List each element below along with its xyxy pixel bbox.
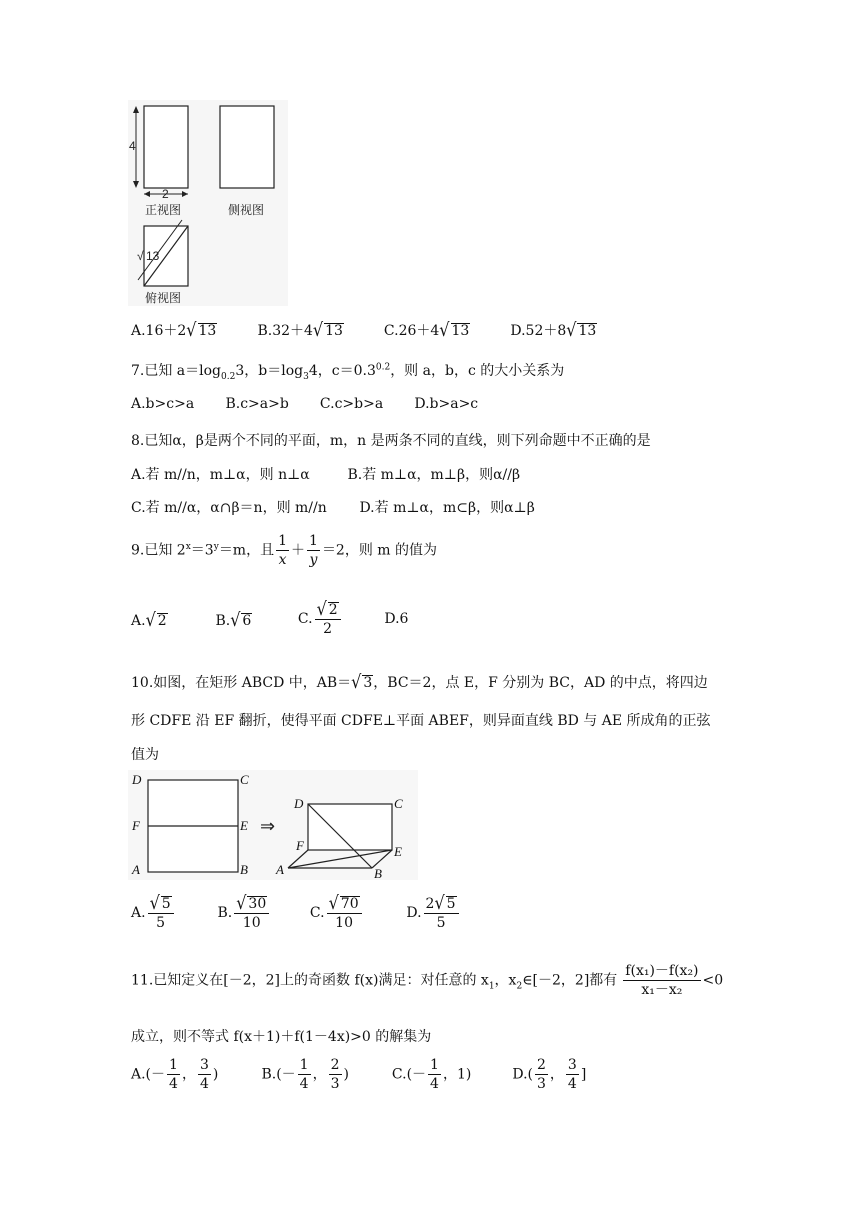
q7-options: [131, 396, 478, 412]
front-view-rect: [144, 106, 188, 188]
front-view-label: 正视图: [145, 203, 182, 217]
front-dim-width: 2: [162, 187, 169, 201]
q11-stem: 11.已知定义在[－2，2]上的奇函数 f(x)满足：对任意的 $x_1$，$x_2\in[-2$，2]都有 $\frac{\text{f(x₁)－f(x₂)}}{\text{x₁－x₂}}$ <0: [131, 963, 724, 998]
q10-line2: 形 CDFE 沿 EF 翻折，使得平面 CDFE⊥平面 ABEF，则异面直线 BD 与 AE 所成角的正弦: [131, 713, 711, 729]
rectangle-fold-figure: [128, 770, 418, 880]
fold-arrow-icon: ⇒: [260, 816, 276, 836]
q8-options-row1: [131, 464, 520, 484]
q9-option-d[interactable]: D.6: [384, 611, 409, 627]
svg-text:F: F: [296, 838, 304, 853]
svg-text:F: F: [132, 818, 140, 833]
top-view-label: 俯视图: [145, 291, 182, 305]
svg-text:E: E: [240, 818, 248, 833]
q10-option-a[interactable]: A. $\frac{√ 5}{5}$: [131, 894, 213, 932]
top-dim-diag: 13: [146, 249, 160, 263]
q9-stem: 9.已知 $2^x=3^y=m$，且 $\frac{1}{x}$ ＋ $\frac{1}{y}$ ＝2，则 m 的值为: [131, 533, 438, 568]
svg-text:B: B: [240, 862, 248, 877]
svg-text:B: B: [374, 866, 382, 880]
q8-option-b[interactable]: B.若 m⊥α，m⊥β，则α//β: [347, 467, 521, 483]
q8-options-row2: [131, 497, 535, 517]
q6-option-d[interactable]: D.52＋8√ 13: [510, 318, 597, 341]
svg-text:√: √: [137, 249, 144, 263]
q8-option-a[interactable]: A.若 m//n，m⊥α，则 n⊥α: [131, 467, 310, 483]
q7-option-c[interactable]: C.c>b>a: [319, 396, 384, 412]
q6-option-c[interactable]: C.26＋4√ 13: [383, 318, 470, 341]
q8-stem: 8.已知α，β是两个不同的平面，m，n 是两条不同的直线，则下列命题中不正确的是: [131, 433, 651, 449]
svg-text:A: A: [276, 862, 284, 877]
side-view-label: 侧视图: [228, 203, 265, 217]
q10-line3: 值为: [131, 747, 159, 763]
q10-line1: 10.如图，在矩形 ABCD 中，AB＝√ 3，BC＝2，点 E，F 分别为 BC，AD 的中点，将四边: [131, 670, 708, 693]
svg-text:A: A: [132, 862, 140, 877]
q6-options: [131, 320, 597, 340]
q11-option-a[interactable]: A.(－ $\frac{1}{4}$ ， $\frac{3}{4}$ ): [131, 1057, 219, 1092]
q10-option-c[interactable]: C. $\frac{√ 70}{10}$: [310, 894, 402, 932]
side-view-rect: [220, 106, 274, 188]
q9-option-b[interactable]: B.√ 6: [215, 608, 252, 630]
front-dim-height: 4: [129, 139, 136, 153]
svg-text:E: E: [394, 844, 402, 859]
q9-options: [131, 597, 409, 638]
svg-text:C: C: [394, 796, 403, 811]
svg-text:D: D: [132, 772, 142, 787]
q7-option-a[interactable]: A.b>c>a: [131, 396, 195, 412]
q8-option-d[interactable]: D.若 m⊥α，m⊂β，则α⊥β: [359, 500, 535, 516]
q11-line2: 成立，则不等式 f(x＋1)＋f(1－4x)>0 的解集为: [131, 1029, 432, 1045]
q10-option-b[interactable]: B. $\frac{√ 30}{10}$: [217, 894, 305, 932]
q7-option-b[interactable]: B.c>a>b: [225, 396, 289, 412]
q11-options: [131, 1056, 586, 1093]
q11-option-b[interactable]: B.(－ $\frac{1}{4}$ ， $\frac{2}{3}$ ): [261, 1057, 349, 1092]
q7-option-d[interactable]: D.b>a>c: [414, 396, 479, 412]
three-view-figure: [128, 100, 288, 306]
q10-options: [131, 891, 461, 932]
q11-option-d[interactable]: D.( $\frac{2}{3}$ ， $\frac{3}{4}$ ]: [512, 1057, 587, 1092]
q9-option-a[interactable]: A.√ 2: [131, 608, 167, 630]
q7-stem: 7.已知 $a=\log_{0.2}3$，$b=\log_34$，$c=0.3^{0.2}$，则 a，b，c 的大小关系为: [131, 362, 565, 382]
q10-option-d[interactable]: D. $\frac{2√ 5}{5}$: [406, 894, 460, 932]
svg-text:C: C: [240, 772, 249, 787]
q9-option-c[interactable]: C. $\frac{√ 2}{2}$: [298, 600, 380, 638]
q6-option-b[interactable]: B.32＋4√ 13: [257, 318, 343, 341]
q11-option-c[interactable]: C.(－ $\frac{1}{4}$ ，1): [391, 1057, 472, 1092]
q6-option-a[interactable]: A.16＋2√ 13: [131, 318, 217, 341]
q8-option-c[interactable]: C.若 m//α，α∩β＝n，则 m//n: [131, 500, 327, 516]
svg-text:D: D: [294, 796, 304, 811]
